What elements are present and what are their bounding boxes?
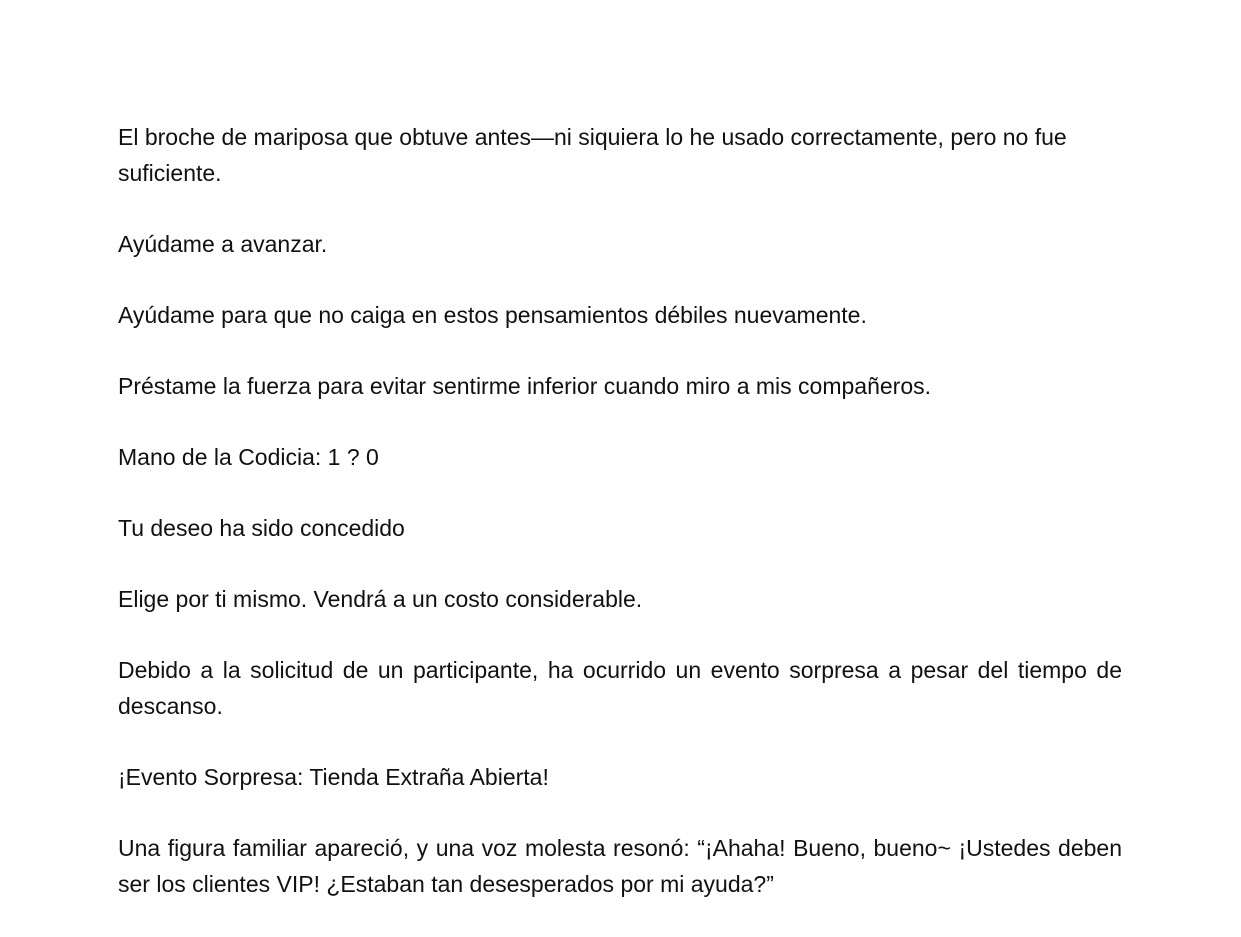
document-page	[118, 119, 1122, 937]
paragraph-6: Tu deseo ha sido concedido	[118, 515, 405, 541]
paragraph-9: ¡Evento Sorpresa: Tienda Extraña Abierta!	[118, 764, 549, 790]
paragraph-2: Ayúdame a avanzar.	[118, 231, 328, 257]
paragraph-7: Elige por ti mismo. Vendrá a un costo considerable.	[118, 586, 643, 612]
paragraph-8: Debido a la solicitud de un participante, ha ocurrido un evento sorpresa a pesar del tiempo de descanso.	[118, 657, 1122, 719]
paragraph-5: Mano de la Codicia: 1 ? 0	[118, 444, 379, 470]
paragraph-1: El broche de mariposa que obtuve antes—ni siquiera lo he usado correctamente, pero no fue suficiente.	[118, 124, 1067, 186]
paragraph-3: Ayúdame para que no caiga en estos pensamientos débiles nuevamente.	[118, 302, 867, 328]
paragraph-4: Préstame la fuerza para evitar sentirme inferior cuando miro a mis compañeros.	[118, 373, 932, 399]
paragraph-10: Una figura familiar apareció, y una voz molesta resonó: “¡Ahaha! Bueno, bueno~ ¡Ustedes deben ser los clientes VIP! ¿Estaban tan desesperados por mi ayuda?”	[118, 835, 1122, 897]
